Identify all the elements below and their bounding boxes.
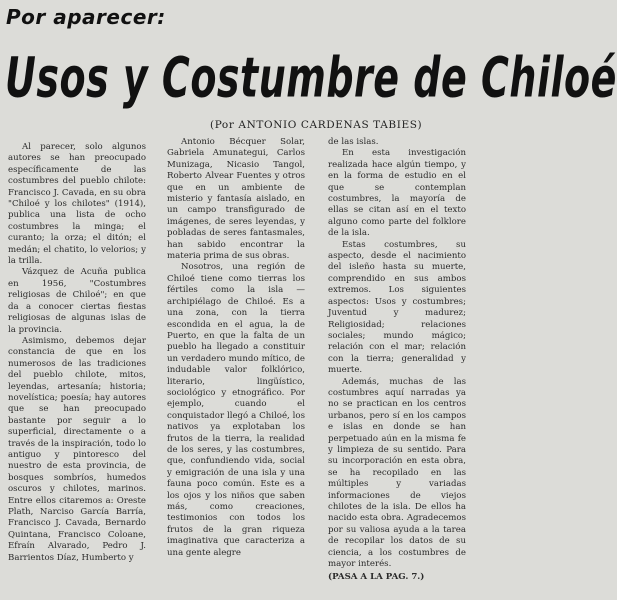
paragraph: Antonio Bécquer Solar, Gabriela Amunategui, Carlos Munizaga, Nicasio Tangol, Roberto Alvear Fuentes y otros que en un ambiente de misterio y fantasía aislado, en un campo transfigurado de imágenes, de seres leyendas, y pobladas de seres fantasmales, han sabido encontrar la materia prima de sus obras.	[167, 137, 305, 262]
paragraph: Vázquez de Acuña publica en 1956, "Costumbres religiosas de Chiloé"; en que da a conocer ciertas fiestas religiosas de algunas islas de la provincia.	[8, 267, 146, 335]
byline: (Por ANTONIO CARDENAS TABIES)	[210, 119, 423, 131]
kicker: Por aparecer:	[6, 5, 166, 29]
paragraph: Al parecer, solo algunos autores se han preocupado específicamente de las costumbres del pueblo chilote: Francisco J. Cavada, en su obra "Chiloé y los chilotes" (1914), publica una lista de ocho costumbres la minga; el curanto; la orza; el ditón; el medán; el chatito, lo velorios; y la trilla.	[8, 142, 146, 267]
column-1	[8, 142, 146, 564]
column-3	[328, 137, 466, 584]
continuation-note: (PASA A LA PAG. 7.)	[328, 572, 425, 583]
paragraph: Estas costumbres, su aspecto, desde el nacimiento del isleño hasta su muerte, comprendido en sus ambos extremos. Los siguientes aspectos: Usos y costumbres; Juventud y madurez; Religiosidad; relaciones sociales; mundo mágico; relación con el mar; relación con la tierra; generalidad y muerte.	[328, 239, 466, 376]
paragraph: Además, muchas de las costumbres aquí narradas ya no se practican en los centros urbanos, pero sí en los campos e islas en donde se han perpetuado aún en la misma fe y limpieza de su sentido. Para su incorporación en esta obra, se ha recopilado en las múltiples y variadas informaciones de viejos chilotes de la isla. De ellos ha nacido esta obra. Agradecemos por su valiosa ayuda a la tarea de recopilar los datos de su ciencia, a los costumbres de mayor interés.	[328, 376, 466, 570]
paragraph: Asimismo, debemos dejar constancia de que en los numerosos de las tradiciones del pueblo chilote, mitos, leyendas, artesanía; historia; novelística; poesía; hay autores que se han preocupado bastante por seguir a lo superficial, directamente o a través de la inspiración, todo lo antiguo y pintoresco del nuestro de esta provincia, de bosques sombríos, humedos oscuros y chilotes, marinos. Entre ellos citaremos a: Oreste Plath, Narciso García Barría, Francisco J. Cavada, Bernardo Quintana, Francisco Coloane, Efraín Alvarado, Pedro J. Barrientos Díaz, Humberto y	[8, 335, 146, 563]
headline: Usos y Costumbre de Chiloé	[5, 45, 617, 110]
paragraph: Nosotros, una región de Chiloé tiene como tierras los fértiles como la isla — archipiélago de Chiloé. Es a una zona, con la tierra escondida en el agua, la de Puerto, en que la falta de un pueblo ha llegado a constituir un verdadero mundo mítico, de indudable valor folklórico, literario, lingüístico, sociológico y etnográfico. Por ejemplo, cuando el conquistador llegó a Chiloé, los nativos ya explotaban los frutos de la tierra, la realidad de los seres, y las costumbres, que, confundiendo vida, social y emigración de una isla y una fauna poco común. Este es a los ojos y los niños que saben más, como creaciones, testimonios con todos los frutos de la gran riqueza imaginativa que caracteriza a una gente alegre	[167, 262, 305, 558]
column-2	[167, 137, 305, 559]
paragraph: de las islas.	[328, 137, 379, 147]
paragraph: En esta investigación realizada hace algún tiempo, y en la forma de estudio en el que se contemplan costumbres, la mayoría de ellas se citan así en el texto alguno como parte del folklore de la isla.	[328, 148, 466, 239]
